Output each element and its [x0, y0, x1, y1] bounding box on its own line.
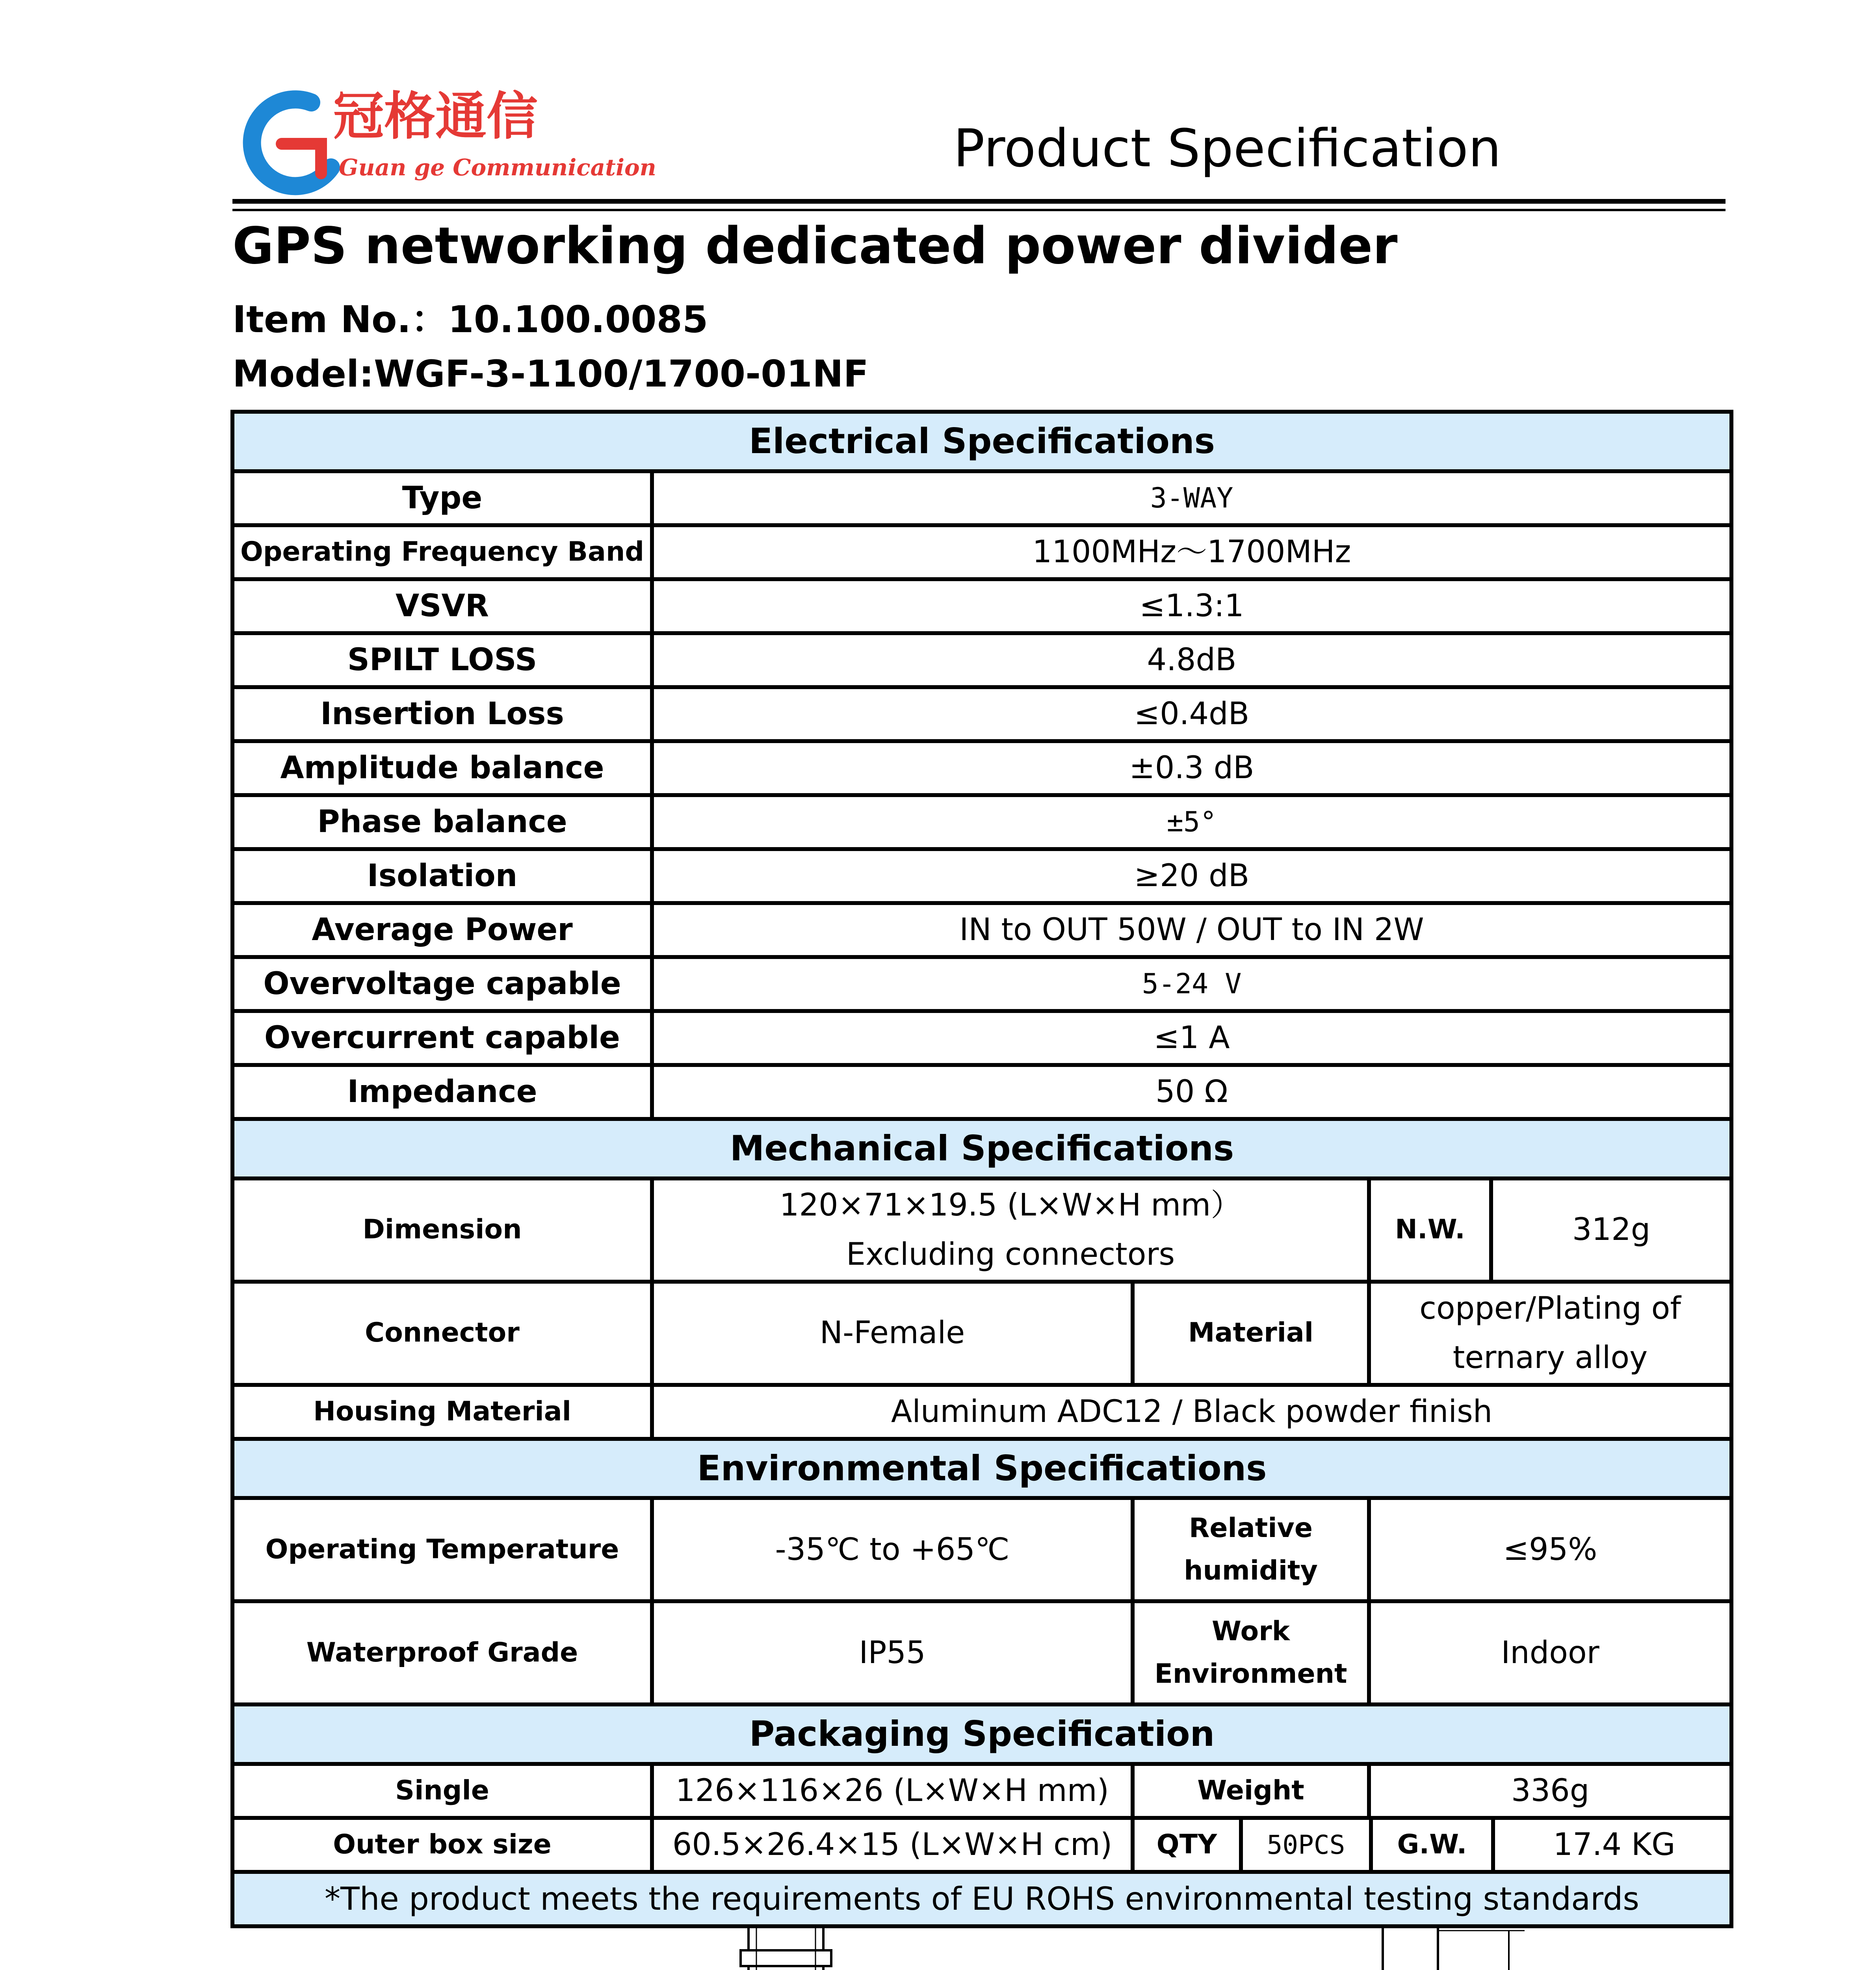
spec-label: SPILT LOSS	[232, 633, 652, 687]
humidity-label-line: Relative	[1189, 1512, 1313, 1544]
model-number: Model:WGF-3-1100/1700-01NF	[232, 353, 869, 396]
spec-value: 3-WAY	[652, 471, 1731, 525]
spec-label: Amplitude balance	[232, 741, 652, 795]
dimension-label: Dimension	[232, 1178, 652, 1282]
spec-value: ≥20 dB	[652, 849, 1731, 903]
spec-value: ±5°	[652, 795, 1731, 849]
spec-value: 4.8dB	[652, 633, 1731, 687]
spec-label: VSVR	[232, 579, 652, 633]
table-row	[232, 1011, 1731, 1065]
temperature-label: Operating Temperature	[232, 1498, 652, 1601]
weight-label: Weight	[1133, 1764, 1369, 1818]
nw-value: 312g	[1491, 1178, 1731, 1282]
work-environment-label-line: Environment	[1154, 1658, 1347, 1690]
spec-label: Average Power	[232, 903, 652, 957]
spec-value: ±0.3 dB	[652, 741, 1731, 795]
material-label: Material	[1133, 1282, 1369, 1385]
table-row	[232, 1498, 1731, 1601]
material-value-line: copper/Plating of	[1419, 1290, 1681, 1326]
nw-label: N.W.	[1369, 1178, 1491, 1282]
spec-value: 5-24 V	[652, 957, 1731, 1011]
spec-label: Overvoltage capable	[232, 957, 652, 1011]
environmental-section-header: Environmental Specifications	[232, 1439, 1731, 1498]
temperature-value: -35℃ to +65℃	[652, 1498, 1133, 1601]
spec-value: ≤1 A	[652, 1011, 1731, 1065]
table-row	[232, 525, 1731, 579]
dimension-value	[652, 1178, 1369, 1282]
header-rule-thick	[232, 199, 1726, 204]
spec-label: Impedance	[232, 1065, 652, 1119]
housing-label: Housing Material	[232, 1385, 652, 1439]
connector-label: Connector	[232, 1282, 652, 1385]
qty-value: 50PCS	[1241, 1820, 1371, 1870]
humidity-label-line: humidity	[1184, 1555, 1318, 1587]
spec-value: 1100MHz～1700MHz	[652, 525, 1731, 579]
housing-value: Aluminum ADC12 / Black powder finish	[652, 1385, 1731, 1439]
table-row	[232, 1178, 1731, 1282]
table-row	[232, 579, 1731, 633]
humidity-value: ≤95%	[1369, 1498, 1731, 1601]
table-row	[232, 849, 1731, 903]
work-environment-value: Indoor	[1369, 1601, 1731, 1704]
rohs-note: *The product meets the requirements of EU ROHS environmental testing standards	[232, 1872, 1731, 1926]
side-connector-top	[1383, 1927, 1438, 1970]
spec-label: Operating Frequency Band	[232, 525, 652, 579]
dimension-value-line: 120×71×19.5 (L×W×H mm）	[779, 1187, 1242, 1223]
spec-label: Insertion Loss	[232, 687, 652, 741]
spec-value: IN to OUT 50W / OUT to IN 2W	[652, 903, 1731, 957]
logo-english-name: Guan ge Communication	[339, 154, 656, 181]
qty-gw-cell	[1133, 1818, 1731, 1872]
item-number: Item No.：10.100.0085	[232, 298, 708, 341]
single-label: Single	[232, 1764, 652, 1818]
dimension-value-note: Excluding connectors	[846, 1236, 1175, 1272]
header-rule-thin	[232, 209, 1726, 211]
waterproof-value: IP55	[652, 1601, 1133, 1704]
table-row	[232, 633, 1731, 687]
logo-mark	[252, 99, 331, 186]
work-environment-label-line: Work	[1211, 1615, 1290, 1647]
gw-value: 17.4 KG	[1553, 1827, 1675, 1863]
table-row	[232, 1065, 1731, 1119]
spec-label: Phase balance	[232, 795, 652, 849]
table-row	[232, 903, 1731, 957]
packaging-section-header: Packaging Specification	[232, 1704, 1731, 1764]
material-value-line: ternary alloy	[1453, 1340, 1648, 1375]
spec-label: Overcurrent capable	[232, 1011, 652, 1065]
spec-value: ≤0.4dB	[652, 687, 1731, 741]
waterproof-label: Waterproof Grade	[232, 1601, 652, 1704]
company-logo	[236, 75, 656, 205]
spec-label: Type	[232, 471, 652, 525]
outer-box-value: 60.5×26.4×15 (L×W×H cm)	[652, 1818, 1133, 1872]
front-view	[406, 1927, 1131, 1970]
logo-chinese-name: 冠格通信	[333, 86, 538, 146]
table-row	[232, 957, 1731, 1011]
spec-label: Isolation	[232, 849, 652, 903]
electrical-section-header: Electrical Specifications	[232, 412, 1731, 471]
spec-value: ≤1.3:1	[652, 579, 1731, 633]
technical-drawing	[374, 1919, 1635, 1970]
table-row	[232, 1385, 1731, 1439]
connector-value: N-Female	[652, 1282, 1133, 1385]
work-environment-label	[1133, 1601, 1369, 1704]
table-row	[232, 1818, 1731, 1872]
header-title: Product Specification	[953, 118, 1501, 179]
table-row	[232, 1601, 1731, 1704]
weight-value: 336g	[1369, 1764, 1731, 1818]
qty-label: QTY	[1135, 1820, 1241, 1870]
humidity-label	[1133, 1498, 1369, 1601]
outer-box-label: Outer box size	[232, 1818, 652, 1872]
spec-value: 50 Ω	[652, 1065, 1731, 1119]
table-row	[232, 741, 1731, 795]
table-row	[232, 471, 1731, 525]
table-row	[232, 1282, 1731, 1385]
in-connector	[741, 1927, 831, 1970]
qty-gw-subtable	[1135, 1820, 1733, 1870]
material-value	[1369, 1282, 1731, 1385]
single-value: 126×116×26 (L×W×H mm)	[652, 1764, 1133, 1818]
table-row	[232, 795, 1731, 849]
side-view	[1351, 1927, 1525, 1970]
table-row	[232, 1764, 1731, 1818]
mechanical-section-header: Mechanical Specifications	[232, 1119, 1731, 1178]
document-title: GPS networking dedicated power divider	[232, 217, 1398, 275]
spec-table	[230, 410, 1733, 1928]
table-row	[232, 687, 1731, 741]
gw-label: G.W.	[1371, 1820, 1493, 1870]
